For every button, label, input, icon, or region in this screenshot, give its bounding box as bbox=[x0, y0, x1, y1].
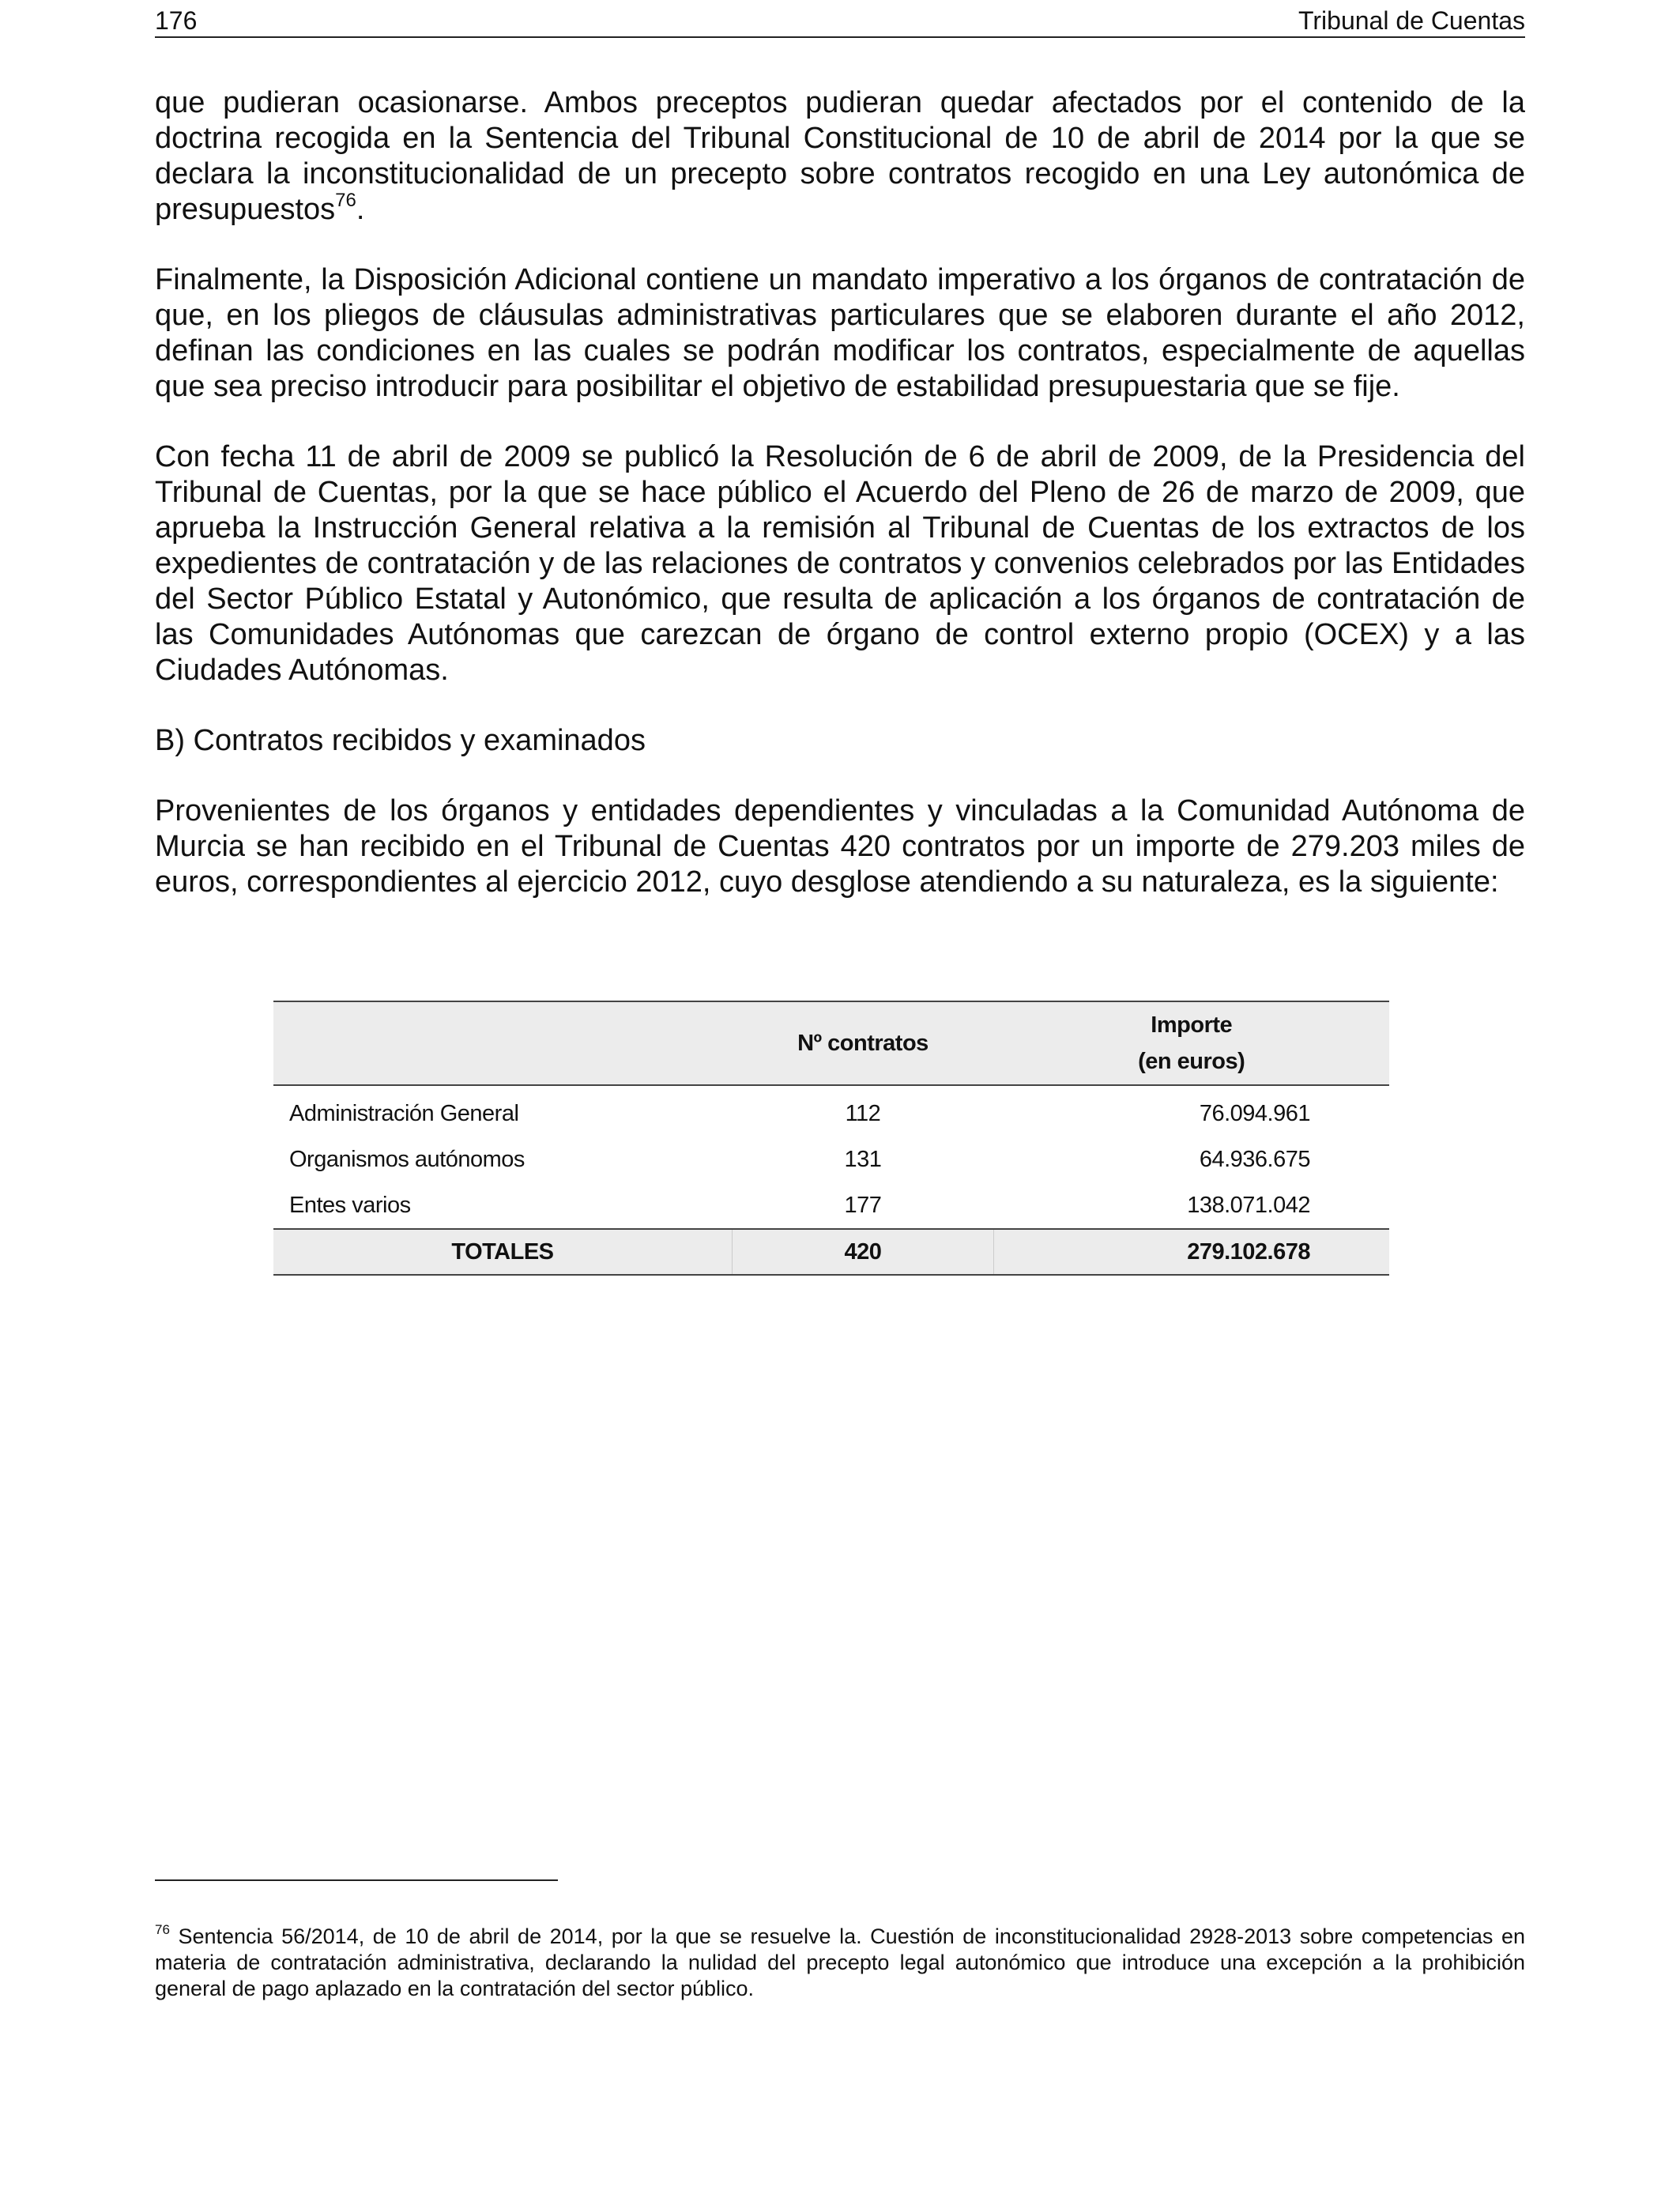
footnote-text: Sentencia 56/2014, de 10 de abril de 2014, por la que se resuelve la. Cuestión de inconstitucionalidad 2928-2013 sobre competencias en materia de contratación administrativa, declarando la nulidad del precepto legal autonómico que introduce una excepción a la prohibición general de pago aplazado en la contratación del sector público. bbox=[155, 1924, 1525, 2000]
section-heading: B) Contratos recibidos y examinados bbox=[155, 724, 646, 757]
row-label: Administración General bbox=[289, 1100, 519, 1126]
footnote-ref-76[interactable]: 76 bbox=[335, 190, 356, 211]
header-amount bbox=[993, 1001, 1389, 1085]
row-amount: 138.071.042 bbox=[1187, 1192, 1310, 1218]
header-blank bbox=[273, 1001, 732, 1085]
header-count: Nº contratos bbox=[732, 1001, 993, 1085]
paragraph-4: Provenientes de los órganos y entidades dependientes y vinculadas a la Comunidad Autónoma de Murcia se han recibido en el Tribunal de Cuentas 420 contratos por un importe de 279.203 miles de euros, correspondientes al ejercicio 2012, cuyo desglose atendiendo a su naturaleza, es la siguiente: bbox=[155, 794, 1525, 899]
footnote-76 bbox=[155, 1924, 1525, 2002]
body-text bbox=[155, 85, 1525, 900]
footnote-separator bbox=[155, 1879, 558, 1881]
contracts-table-wrapper bbox=[273, 1001, 1389, 1276]
row-label: Organismos autónomos bbox=[289, 1146, 525, 1172]
totals-row bbox=[273, 1229, 1389, 1275]
footnote-number: 76 bbox=[155, 1922, 170, 1937]
contracts-table bbox=[273, 1001, 1389, 1276]
header-amount-line2: (en euros) bbox=[1138, 1049, 1245, 1074]
totals-amount: 279.102.678 bbox=[993, 1229, 1389, 1275]
row-count: 131 bbox=[844, 1146, 882, 1172]
paragraph-2: Finalmente, la Disposición Adicional contiene un mandato imperativo a los órganos de contratación de que, en los pliegos de cláusulas administrativas particulares que se elaboren durante el año 2012, definan las condiciones en las cuales se podrán modificar los contratos, especialmente de aquellas que sea preciso introducir para posibilitar el objetivo de estabilidad presupuestaria que se fije. bbox=[155, 263, 1525, 403]
row-count: 177 bbox=[844, 1192, 882, 1218]
totals-label: TOTALES bbox=[273, 1229, 732, 1275]
paragraph-3: Con fecha 11 de abril de 2009 se publicó la Resolución de 6 de abril de 2009, de la Presidencia del Tribunal de Cuentas, por la que se hace público el Acuerdo del Pleno de 26 de marzo de 2009, que aprueba la Instrucción General relativa a la remisión al Tribunal de Cuentas de los extractos de los expedientes de contratación y de las relaciones de contratos y convenios celebrados por las Entidades del Sector Público Estatal y Autonómico, que resulta de aplicación a los órganos de contratación de las Comunidades Autónomas que carezcan de órgano de control externo propio (OCEX) y a las Ciudades Autónomas. bbox=[155, 440, 1525, 687]
running-title: Tribunal de Cuentas bbox=[1298, 6, 1525, 35]
table-header-row bbox=[273, 1001, 1389, 1085]
row-label: Entes varios bbox=[289, 1192, 411, 1218]
row-count: 112 bbox=[845, 1100, 881, 1126]
table-row bbox=[273, 1182, 1389, 1229]
page-number: 176 bbox=[155, 6, 198, 35]
table-row bbox=[273, 1137, 1389, 1182]
row-amount: 76.094.961 bbox=[1199, 1100, 1310, 1126]
row-amount: 64.936.675 bbox=[1199, 1146, 1310, 1172]
page-header bbox=[155, 5, 1525, 38]
paragraph-1-end: . bbox=[356, 193, 365, 226]
table-row bbox=[273, 1085, 1389, 1137]
paragraph-1 bbox=[155, 85, 1525, 228]
header-amount-line1: Importe bbox=[1151, 1012, 1233, 1038]
totals-count: 420 bbox=[732, 1229, 993, 1275]
paragraph-1-text: que pudieran ocasionarse. Ambos preceptos pudieran quedar afectados por el contenido de la doctrina recogida en la Sentencia del Tribunal Constitucional de 10 de abril de 2014 por la que se declara la inconstitucionalidad de un precepto sobre contratos recogido en una Ley autonómica de presupuestos bbox=[155, 86, 1525, 226]
